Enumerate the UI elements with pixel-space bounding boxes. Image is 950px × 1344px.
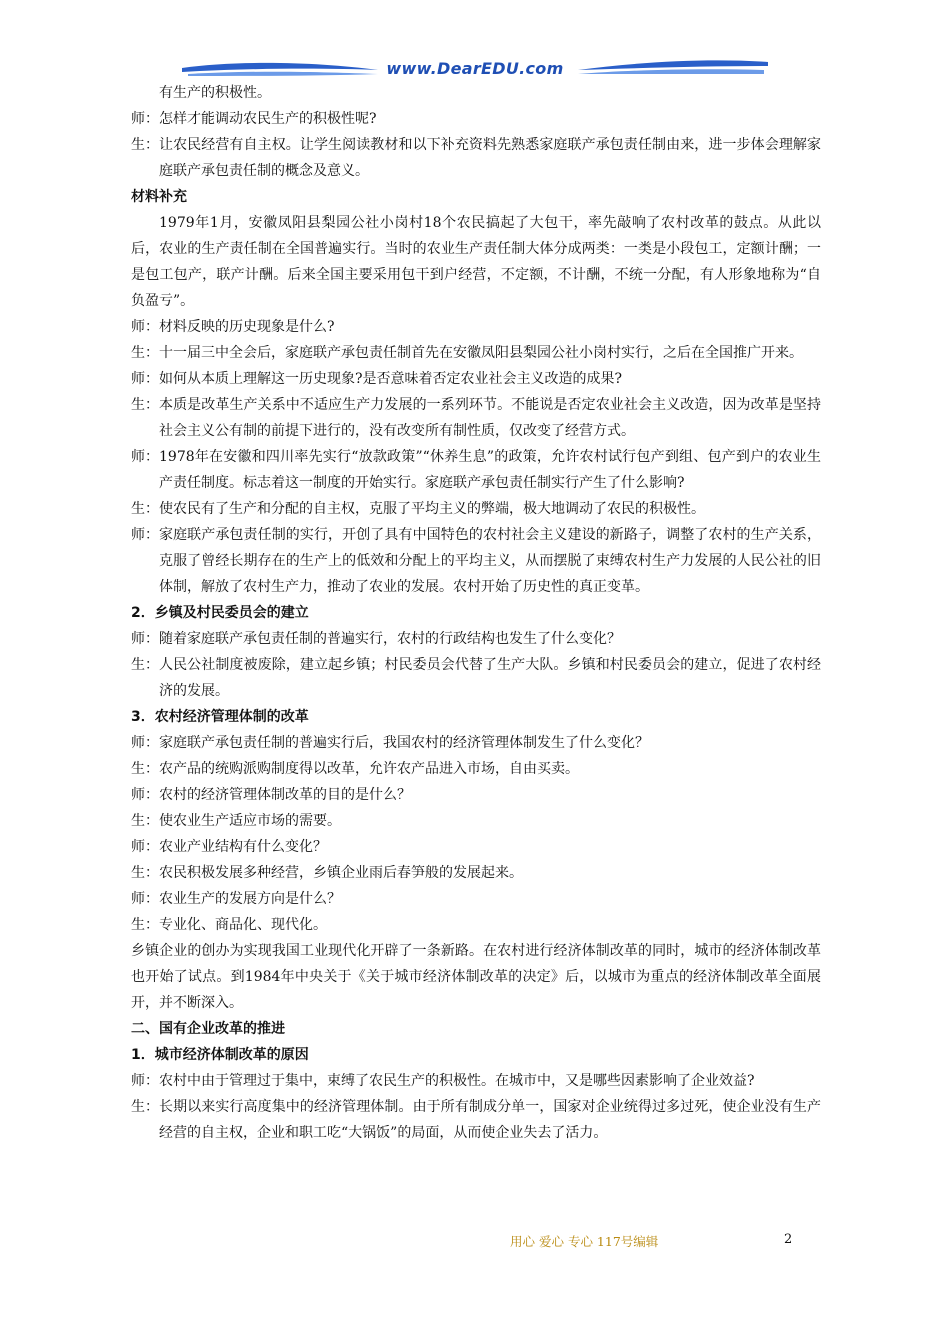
speaker-label: 生： bbox=[131, 917, 159, 933]
dialog-line bbox=[131, 860, 821, 886]
speaker-label: 生： bbox=[131, 345, 159, 361]
page-number: 2 bbox=[784, 1232, 793, 1247]
speaker-label: 师： bbox=[131, 527, 159, 543]
paragraph: 1979年1月，安徽凤阳县梨园公社小岗村18个农民搞起了大包干，率先敲响了农村改革的鼓点。从此以后，农业的生产责任制在全国普遍实行。当时的农业生产责任制大体分成两类：一类是小段包工，定额计酬；一是包工包产，联产计酬。后来全国主要采用包干到户经营，不定额，不计酬，不统一分配，有人形象地称为“自负盈亏”。 bbox=[131, 215, 821, 309]
speaker-label: 生： bbox=[131, 1099, 159, 1115]
dialog-line bbox=[131, 886, 821, 912]
speaker-label: 生： bbox=[131, 761, 159, 777]
dialog-text: 使农业生产适应市场的需要。 bbox=[159, 813, 341, 829]
dialog-text: 农业产业结构有什么变化？ bbox=[159, 839, 327, 855]
dialog-line bbox=[131, 1094, 821, 1146]
dialog-text: 人民公社制度被废除，建立起乡镇；村民委员会代替了生产大队。乡镇和村民委员会的建立，促进了农村经济的发展。 bbox=[159, 657, 821, 699]
speaker-label: 生： bbox=[131, 865, 159, 881]
speaker-label: 师： bbox=[131, 319, 159, 335]
dialog-line bbox=[131, 808, 821, 834]
dialog-text: 农村的经济管理体制改革的目的是什么？ bbox=[159, 787, 411, 803]
speaker-label: 师： bbox=[131, 449, 159, 465]
continuation-line: 有生产的积极性。 bbox=[159, 85, 271, 101]
speaker-label: 师： bbox=[131, 735, 159, 751]
speaker-label: 师： bbox=[131, 891, 159, 907]
speaker-label: 师： bbox=[131, 111, 159, 127]
dialog-line bbox=[131, 366, 821, 392]
dialog-line bbox=[131, 106, 821, 132]
dialog-text: 怎样才能调动农民生产的积极性呢? bbox=[159, 111, 377, 127]
dialog-line bbox=[131, 626, 821, 652]
dialog-line bbox=[131, 912, 821, 938]
dialog-line bbox=[131, 314, 821, 340]
dialog-text: 随着家庭联产承包责任制的普遍实行，农村的行政结构也发生了什么变化？ bbox=[159, 631, 621, 647]
dialog-text: 家庭联产承包责任制的实行，开创了具有中国特色的农村社会主义建设的新路子，调整了农村的生产关系，克服了曾经长期存在的生产上的低效和分配上的平均主义，从而摆脱了束缚农村生产力发展的人民公社的旧体制，解放了农村生产力，推动了农业的发展。农村开始了历史性的真正变革。 bbox=[159, 527, 821, 595]
speaker-label: 师： bbox=[131, 371, 159, 387]
speaker-label: 生： bbox=[131, 397, 159, 413]
dialog-text: 农民积极发展多种经营，乡镇企业雨后春笋般的发展起来。 bbox=[159, 865, 523, 881]
dialog-text: 1978年在安徽和四川率先实行“放款政策”“休养生息”的政策，允许农村试行包产到组、包产到户的农业生产责任制度。标志着这一制度的开始实行。家庭联产承包责任制实行产生了什么影响? bbox=[159, 449, 821, 491]
dialog-line bbox=[131, 444, 821, 496]
dialog-text: 农村中由于管理过于集中，束缚了农民生产的积极性。在城市中，又是哪些因素影响了企业效益? bbox=[159, 1073, 755, 1089]
dialog-text: 材料反映的历史现象是什么? bbox=[159, 319, 335, 335]
dialog-line bbox=[131, 652, 821, 704]
dialog-text: 让农民经营有自主权。让学生阅读教材和以下补充资料先熟悉家庭联产承包责任制由来，进一步体会理解家庭联产承包责任制的概念及意义。 bbox=[159, 137, 821, 179]
speaker-label: 生： bbox=[131, 657, 159, 673]
footer-text: 用心 爱心 专心 117号编辑 bbox=[510, 1234, 659, 1249]
dialog-text: 农业生产的发展方向是什么？ bbox=[159, 891, 341, 907]
speaker-label: 生： bbox=[131, 813, 159, 829]
speaker-label: 生： bbox=[131, 501, 159, 517]
dialog-line bbox=[131, 834, 821, 860]
dialog-line bbox=[131, 756, 821, 782]
dialog-line bbox=[131, 782, 821, 808]
dialog-text: 专业化、商品化、现代化。 bbox=[159, 917, 327, 933]
speaker-label: 师： bbox=[131, 631, 159, 647]
dialog-text: 如何从本质上理解这一历史现象?是否意味着否定农业社会主义改造的成果? bbox=[159, 371, 623, 387]
speaker-label: 生： bbox=[131, 137, 159, 153]
dialog-line bbox=[131, 340, 821, 366]
speaker-label: 师： bbox=[131, 1073, 159, 1089]
dialog-text: 长期以来实行高度集中的经济管理体制。由于所有制成分单一，国家对企业统得过多过死，使企业没有生产经营的自主权，企业和职工吃“大锅饭”的局面，从而使企业失去了活力。 bbox=[159, 1099, 821, 1141]
paragraph: 乡镇企业的创办为实现我国工业现代化开辟了一条新路。在农村进行经济体制改革的同时，城市的经济体制改革也开始了试点。到1984年中央关于《关于城市经济体制改革的决定》后，以城市为重点的经济体制改革全面展开，并不断深入。 bbox=[131, 943, 821, 1011]
section-heading: 2．乡镇及村民委员会的建立 bbox=[131, 605, 309, 621]
dialog-line bbox=[131, 1068, 821, 1094]
dialog-text: 使农民有了生产和分配的自主权，克服了平均主义的弊端，极大地调动了农民的积极性。 bbox=[159, 501, 705, 517]
section-heading: 材料补充 bbox=[131, 189, 187, 205]
speaker-label: 师： bbox=[131, 787, 159, 803]
section-heading: 3．农村经济管理体制的改革 bbox=[131, 709, 309, 725]
document-body bbox=[131, 80, 821, 1146]
dialog-line bbox=[131, 496, 821, 522]
dialog-text: 农产品的统购派购制度得以改革，允许农产品进入市场，自由买卖。 bbox=[159, 761, 579, 777]
dialog-line bbox=[131, 392, 821, 444]
site-url: www.DearEDU.com bbox=[386, 59, 564, 78]
speaker-label: 师： bbox=[131, 839, 159, 855]
section-heading: 二、国有企业改革的推进 bbox=[131, 1021, 285, 1037]
dialog-line bbox=[131, 522, 821, 600]
section-heading: 1．城市经济体制改革的原因 bbox=[131, 1047, 309, 1063]
dialog-text: 十一届三中全会后，家庭联产承包责任制首先在安徽凤阳县梨园公社小岗村实行，之后在全国推广开来。 bbox=[159, 345, 803, 361]
dialog-line bbox=[131, 730, 821, 756]
dialog-line bbox=[131, 132, 821, 184]
dialog-text: 家庭联产承包责任制的普遍实行后，我国农村的经济管理体制发生了什么变化？ bbox=[159, 735, 649, 751]
dialog-text: 本质是改革生产关系中不适应生产力发展的一系列环节。不能说是否定农业社会主义改造，因为改革是坚持社会主义公有制的前提下进行的，没有改变所有制性质，仅改变了经营方式。 bbox=[159, 397, 821, 439]
